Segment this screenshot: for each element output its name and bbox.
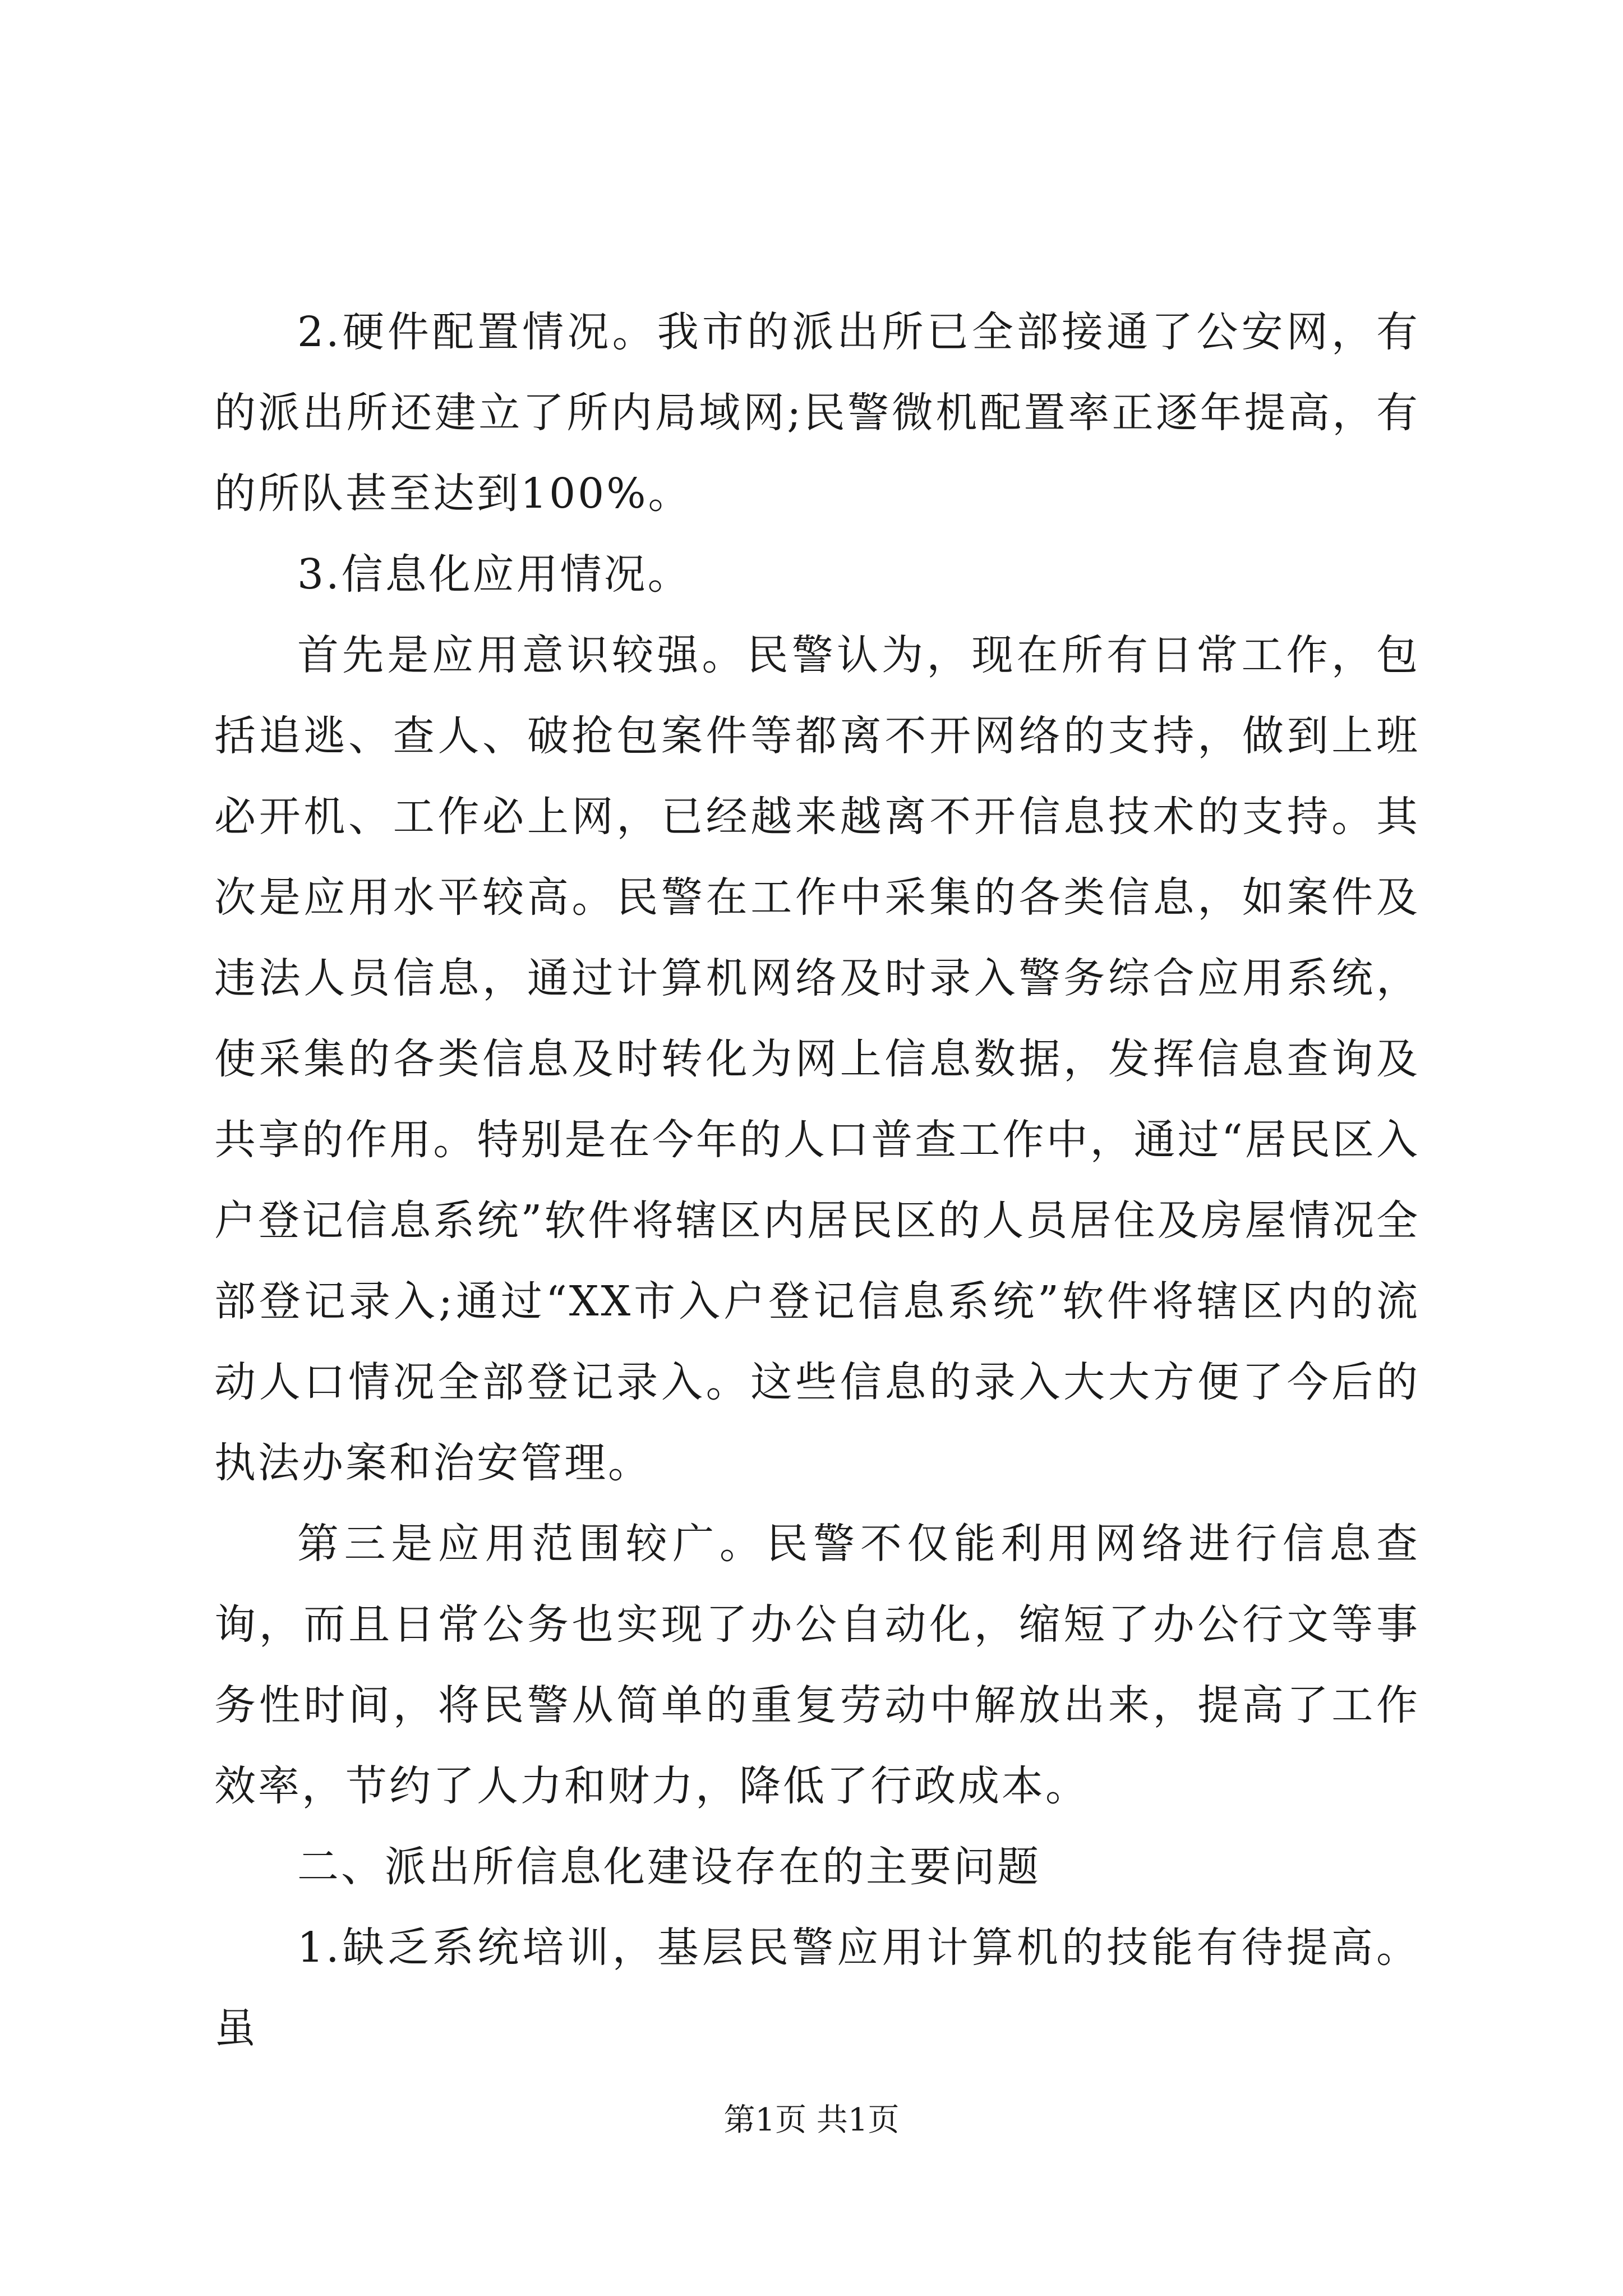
section-heading-main-problems: 二、派出所信息化建设存在的主要问题 [297, 1843, 1041, 1891]
page-footer: 第1页 共1页 [723, 2102, 900, 2138]
paragraph-application-scope: 第三是应用范围较广。民警不仅能利用网络进行信息查询，而且日常公务也实现了办公自动化，缩短了办公行文等事务性时间，将民警从简单的重复劳动中解放出来，提高了工作效率，节约了人力和财力，降低了行政成本。 [214, 1520, 1420, 1810]
paragraph-informatization-heading: 3.信息化应用情况。 [297, 550, 691, 599]
paragraph-application-awareness: 首先是应用意识较强。民警认为，现在所有日常工作，包括追逃、查人、破抢包案件等都离不开网络的支持，做到上班必开机、工作必上网，已经越来越离不开信息技术的支持。其次是应用水平较高。民警在工作中采集的各类信息，如案件及违法人员信息，通过计算机网络及时录入警务综合应用系统，使采集的各类信息及时转化为网上信息数据，发挥信息查询及共享的作用。特别是在今年的人口普查工作中，通过“居民区入户登记信息系统”软件将辖区内居民区的人员居住及房屋情况全部登记录入;通过“XX市入户登记信息系统”软件将辖区内的流动人口情况全部登记录入。这些信息的录入大大方便了今后的执法办案和治安管理。 [214, 631, 1420, 1487]
paragraph-hardware-config: 2.硬件配置情况。我市的派出所已全部接通了公安网，有的派出所还建立了所内局域网;民警微机配置率正逐年提高，有的所队甚至达到100%。 [214, 308, 1420, 518]
paragraph-training-problem: 1.缺乏系统培训，基层民警应用计算机的技能有待提高。虽 [214, 1924, 1420, 2053]
document-body [214, 292, 1420, 2069]
